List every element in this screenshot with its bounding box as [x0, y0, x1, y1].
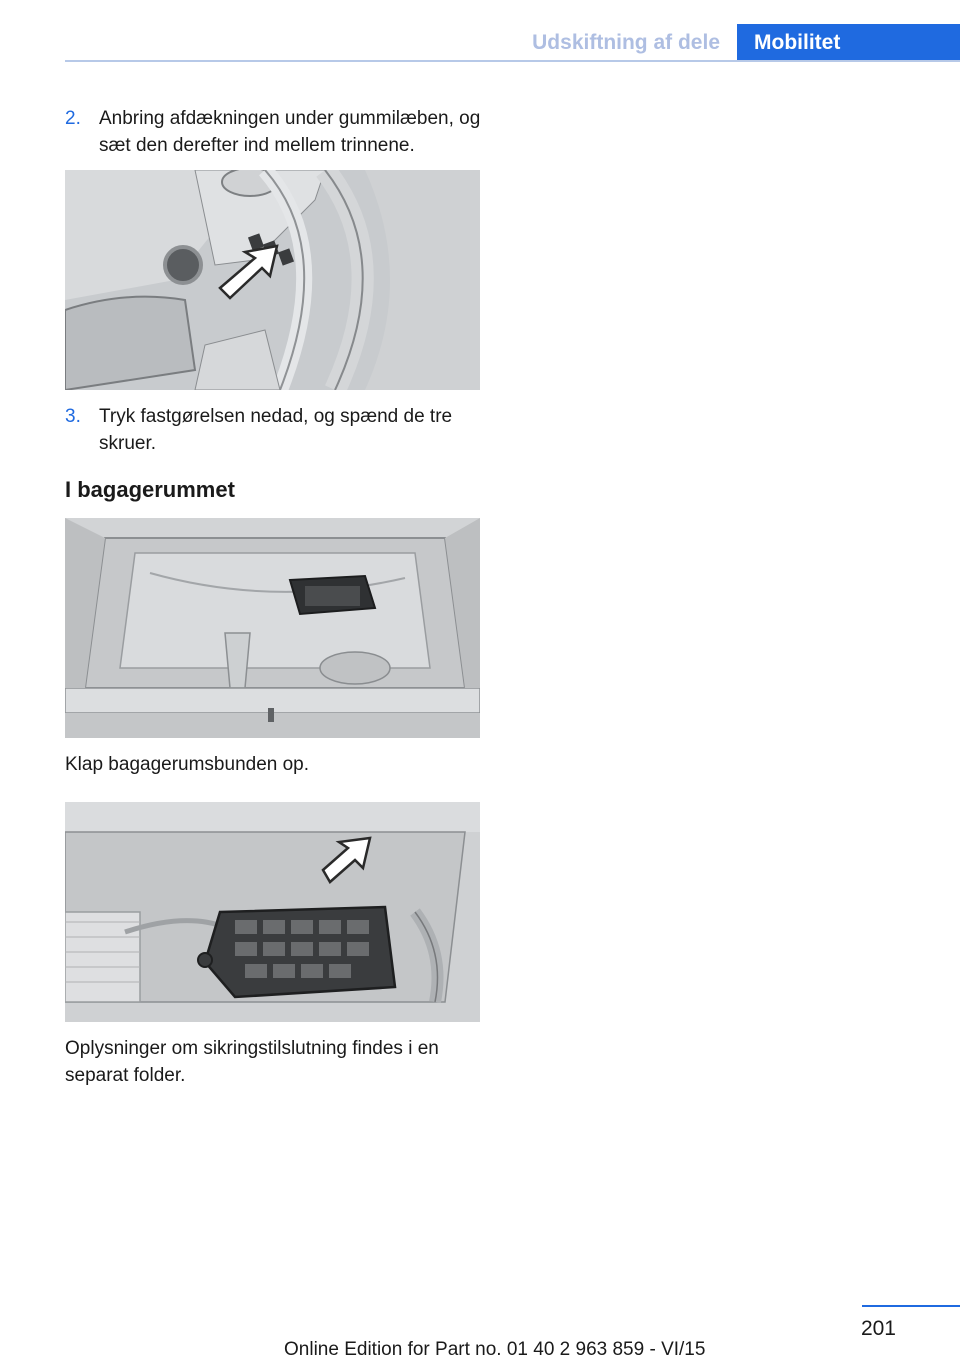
figure-luggage-compartment: [65, 518, 480, 738]
header-section-title: Udskiftning af dele: [532, 31, 720, 54]
edition-footer: Online Edition for Part no. 01 40 2 963 859 - VI/15: [284, 1339, 706, 1360]
figure-luggage-compartment-illustration: [65, 518, 480, 738]
figure-fuse-box: [65, 802, 480, 1022]
header-chapter-label: Mobilitet: [754, 31, 841, 54]
header-chapter-tab: [737, 24, 960, 62]
header-divider: [65, 60, 960, 62]
step-3: [65, 403, 485, 457]
figure-fuse-box-illustration: [65, 802, 480, 1022]
instruction-text: Klap bagagerumsbunden op.: [65, 754, 310, 775]
step-text: Tryk fastgørelsen nedad, og spænd de tre skruer.: [99, 406, 453, 454]
figure-cover-installation: [65, 170, 480, 390]
page-number: 201: [860, 1317, 896, 1340]
step-2: [65, 105, 485, 159]
fuse-info-text: Oplysninger om sikringstilslutning findes i en separat folder.: [65, 1038, 439, 1086]
figure-cover-installation-illustration: [65, 170, 480, 390]
step-text: Anbring afdækningen under gummilæben, og sæt den derefter ind mellem trinnene.: [99, 108, 481, 156]
section-heading: I bagagerummet: [65, 477, 235, 502]
step-number: 2.: [65, 108, 81, 129]
step-number: 3.: [65, 406, 81, 427]
footer-divider: [862, 1305, 960, 1307]
